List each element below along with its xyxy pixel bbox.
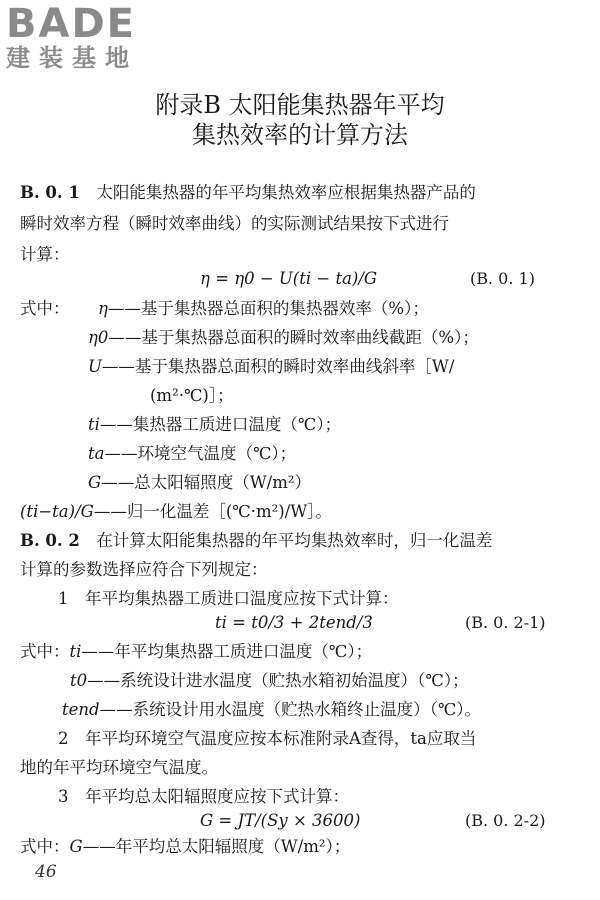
equation-number: (B. 0. 2-1) bbox=[465, 613, 546, 632]
def-symbol: tend bbox=[62, 700, 100, 719]
clause-b02-line2: 计算的参数选择应符合下列规定： bbox=[20, 560, 268, 579]
clause-b01-line3: 计算： bbox=[20, 245, 70, 264]
item-1: 1 年平均集热器工质进口温度应按下式计算： bbox=[58, 589, 399, 608]
def-symbol: ti bbox=[88, 415, 100, 434]
def-symbol: G bbox=[88, 473, 102, 492]
def-text: ——总太阳辐照度（W/m²） bbox=[101, 473, 311, 492]
logo-brand: BADE bbox=[6, 1, 136, 47]
equation-number: (B. 0. 1) bbox=[470, 269, 535, 288]
equation-b01: η = η0 − U(ti − ta)/G bbox=[200, 269, 378, 288]
definition-item bbox=[88, 356, 454, 378]
where-label: 式中： bbox=[20, 299, 70, 318]
equation-b022: G = JT/(Sy × 3600) bbox=[200, 811, 361, 830]
def-text: ——基于集热器总面积的瞬时效率曲线斜率［W/ bbox=[101, 357, 455, 376]
equation-b021: ti = t0/3 + 2tend/3 bbox=[215, 613, 373, 632]
definition-item bbox=[20, 836, 350, 858]
clause-id: B. 0. 1 bbox=[20, 183, 80, 202]
definition-item bbox=[88, 472, 311, 494]
def-text: ——归一化温差［(℃·m²)/W］。 bbox=[93, 502, 332, 521]
definition-item bbox=[98, 298, 429, 320]
definition-item bbox=[70, 670, 469, 692]
clause-text: 太阳能集热器的年平均集热效率应根据集热器产品的 bbox=[96, 183, 476, 202]
watermark-logo bbox=[6, 1, 181, 72]
item-2: 2 年平均环境空气温度应按本标准附录A查得，ta应取当 bbox=[58, 729, 477, 748]
clause-b01-line1 bbox=[20, 182, 476, 204]
appendix-title-line2: 集热效率的计算方法 bbox=[192, 121, 408, 149]
def-symbol: U bbox=[88, 357, 102, 376]
def-text: ——系统设计用水温度（贮热水箱终止温度）（℃）。 bbox=[99, 700, 482, 719]
item-3: 3 年平均总太阳辐照度应按下式计算： bbox=[58, 787, 349, 806]
clause-text: 在计算太阳能集热器的年平均集热效率时，归一化温差 bbox=[96, 531, 493, 550]
definition-item bbox=[88, 327, 479, 349]
def-text: ——年平均集热器工质进口温度（℃）； bbox=[81, 642, 373, 661]
def-text: ——系统设计进水温度（贮热水箱初始温度）（℃）； bbox=[87, 671, 469, 690]
clause-id: B. 0. 2 bbox=[20, 531, 80, 550]
definition-item bbox=[88, 443, 296, 465]
definition-continuation: (m²·℃)］； bbox=[150, 386, 234, 405]
clause-b02-line1 bbox=[20, 530, 492, 552]
def-symbol: ti bbox=[69, 642, 82, 661]
def-text: ——基于集热器总面积的集热器效率（%）； bbox=[107, 299, 429, 318]
clause-b01-line2: 瞬时效率方程（瞬时效率曲线）的实际测试结果按下式进行 bbox=[20, 214, 449, 233]
appendix-title-line1: 附录B 太阳能集热器年平均 bbox=[155, 91, 445, 119]
def-text: ——年平均总太阳辐照度（W/m²）； bbox=[82, 837, 351, 856]
equation-number: (B. 0. 2-2) bbox=[465, 811, 546, 830]
definition-item bbox=[20, 641, 372, 663]
def-symbol: (ti−ta)/G bbox=[20, 502, 94, 521]
def-symbol: G bbox=[69, 837, 83, 856]
def-symbol: ta bbox=[88, 444, 105, 463]
page-number: 46 bbox=[35, 862, 57, 882]
definition-item bbox=[20, 501, 332, 523]
definition-item bbox=[88, 414, 341, 436]
def-text: ——环境空气温度（℃）； bbox=[104, 444, 297, 463]
def-symbol: η0 bbox=[88, 328, 109, 347]
logo-subtitle: 建装基地 bbox=[6, 44, 138, 72]
def-text: ——集热器工质进口温度（℃）； bbox=[99, 415, 342, 434]
where-label: 式中： bbox=[20, 837, 70, 856]
def-symbol: η bbox=[98, 299, 108, 318]
def-symbol: t0 bbox=[70, 671, 88, 690]
definition-item bbox=[62, 699, 481, 721]
item-2-continuation: 地的年平均环境空气温度。 bbox=[20, 758, 218, 777]
where-label: 式中： bbox=[20, 642, 70, 661]
def-text: ——基于集热器总面积的瞬时效率曲线截距（%）； bbox=[108, 328, 479, 347]
